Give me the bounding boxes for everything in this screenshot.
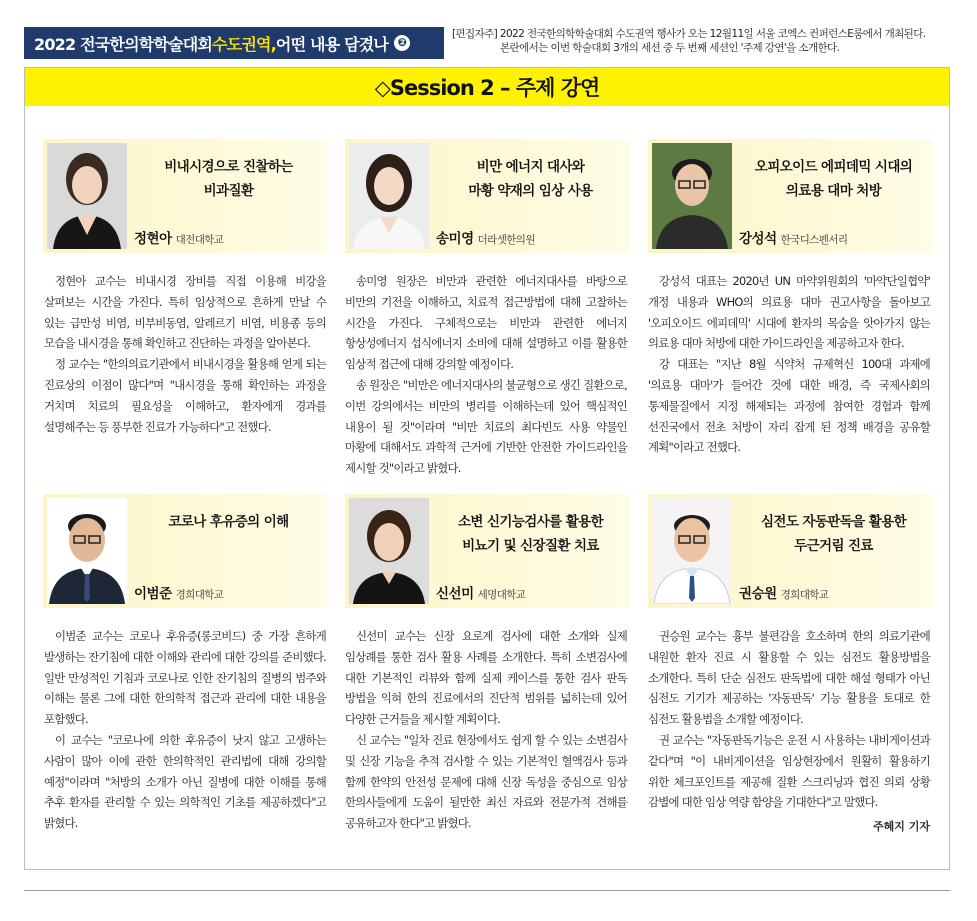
lecture-card-4 <box>43 494 328 608</box>
speaker-name-line <box>134 582 223 602</box>
body-paragraph: 이범준 교수는 코로나 후유증(롱코비드) 중 가장 흔하게 발생하는 잔기침에 대한 이해와 관리에 대한 강의를 준비했다. 일반 만성적인 기침과 코로나로 인한 잔기침의 질병의 범주와 이해는 물론 그에 대한 한의학적 접근과 관리에 대한 내용을 포함했다. <box>44 629 326 727</box>
speaker-name: 정현아 <box>134 231 172 247</box>
speaker-photo <box>47 498 127 604</box>
lecture-title: 비만 에너지 대사와 마황 약재의 임상 사용 <box>468 159 593 199</box>
lecture-body <box>44 271 326 437</box>
body-paragraph: 강 대표는 "지난 8월 식약처 규제혁신 100대 과제에 '의료용 대마'가 들어간 것에 대한 배경, 즉 국제사회의 통제물질에서 지정 해제되는 과정에 참여한 경험과 함께 선진국에서 전초 처방이 자리 잡게 된 정책 배경을 공유할 계획"이라고 전했다. <box>648 357 930 455</box>
speaker-affiliation: 더라셋한의원 <box>477 234 535 246</box>
editor-note-line2: 본란에서는 이번 학술대회 3개의 세션 중 두 번째 세션인 '주제 강연'을 소개한다. <box>500 42 840 54</box>
lecture-title: 코로나 후유증의 이해 <box>168 514 289 530</box>
bottom-divider <box>24 890 950 891</box>
speaker-affiliation: 경희대학교 <box>175 589 224 601</box>
body-paragraph: 송미영 원장은 비만과 관련한 에너지대사를 바탕으로 비만의 기전을 이해하고, 치료적 접근방법에 대해 고찰하는 시간을 가진다. 구체적으로는 비만과 관련한 에너지 항상성에너지 섭식에너지 소비에 대해 설명하고 이를 활용한 임상적 접근에 대해 강의할 예정이다. <box>345 274 627 372</box>
lecture-body <box>648 271 930 458</box>
body-paragraph: 신 교수는 "일차 진료 현장에서도 쉽게 할 수 있는 소변검사 및 신장 기능을 추적 검사할 수 있는 기본적인 혈액검사 등과 함께 한약의 안전성 문제에 대해 신장 독성을 중심으로 임상 한의사들에게 도움이 될만한 최신 자료와 전문가적 견해를 공유하고자 한다"고 밝혔다. <box>345 732 627 831</box>
speaker-affiliation: 세명대학교 <box>477 589 526 601</box>
article-header-bar <box>24 27 444 59</box>
header-title-suffix: 어떤 내용 담겼나 <box>275 34 389 54</box>
lecture-title: 오피오이드 에피데믹 시대의 의료용 대마 처방 <box>754 159 913 199</box>
speaker-name-line <box>436 582 525 602</box>
speaker-name-line <box>436 227 535 247</box>
body-paragraph: 권승원 교수는 흉부 불편감을 호소하며 한의 의료기관에 내원한 환자 진료 시 활용할 수 있는 심전도 활용방법을 소개한다. 특히 단순 심전도 판독법에 대한 해설 형태가 아닌 심전도 기기가 제공하는 '자동판독' 기능 활용을 토대로 한 심전도 활용법을 소개할 예정이다. <box>648 629 930 727</box>
speaker-photo <box>349 143 429 249</box>
speaker-photo <box>652 498 732 604</box>
speaker-name: 이범준 <box>134 586 172 602</box>
speaker-photo <box>349 498 429 604</box>
editor-note-line1: [편집자주] 2022 전국한의학학술대회 수도권역 행사가 오는 12월11일 서울 코엑스 컨퍼런스E룸에서 개최된다. <box>452 28 926 40</box>
editor-note <box>452 27 952 55</box>
lecture-title: 심전도 자동판독을 활용한 두근거림 진료 <box>760 514 907 554</box>
lecture-card-1 <box>43 139 328 253</box>
lecture-body <box>648 626 930 813</box>
speaker-name: 강성석 <box>739 231 777 247</box>
speaker-affiliation: 경희대학교 <box>780 589 829 601</box>
body-paragraph: 이 교수는 "코로나에 의한 후유증이 낫지 않고 고생하는 사람이 많아 이에 관한 한의학적인 관리법에 대해 강의할 예정"이라며 "처방의 소개가 아닌 질병에 대한 이해를 통해 추후 환자를 관리할 수 있는 의학적인 기초를 제공하겠다"고 밝혔다. <box>44 732 326 831</box>
part-number-badge: ❷ <box>394 35 410 51</box>
speaker-name-line <box>739 227 847 247</box>
lecture-card-2 <box>345 139 630 253</box>
speaker-photo <box>652 143 732 249</box>
speaker-name-line <box>134 227 223 247</box>
lecture-title: 소변 신기능검사를 활용한 비뇨기 및 신장질환 치료 <box>457 514 604 554</box>
speaker-name: 권승원 <box>739 586 777 602</box>
session-title: ◇Session 2 – 주제 강연 <box>25 68 949 106</box>
body-paragraph: 권 교수는 "자동판독기능은 운전 시 사용하는 내비게이션과 같다"며 "이 내비게이션을 임상현장에서 원활히 활용하기 위한 체크포인트를 제공해 질환 스크리닝과 협진 의뢰 상황 감별에 대한 임상 역량 함양을 기대한다"고 말했다. <box>648 732 930 810</box>
body-paragraph: 강성석 대표는 2020년 UN 마약위원회의 '마약단일협약' 개정 내용과 WHO의 의료용 대마 권고사항을 돌아보고 '오피오이드 에피데믹' 시대에 환자의 목숨을 앗아가지 않는 의료용 대마 처방에 대한 가이드라인을 제공하고자 한다. <box>648 274 930 351</box>
header-title-accent: 수도권역, <box>212 34 276 54</box>
body-paragraph: 신선미 교수는 신장 요로계 검사에 대한 소개와 실제 임상례를 통한 검사 활용 사례를 소개한다. 특히 소변검사에 대한 기본적인 리뷰와 함께 실제 케이스를 통한 검사 판독 방법을 익혀 한의 진료에서의 진단적 범위를 넓히는데 있어 다양한 근거들을 제시할 계획이다. <box>345 629 627 727</box>
speaker-name: 신선미 <box>436 586 474 602</box>
lecture-card-5 <box>345 494 630 608</box>
body-paragraph: 정현아 교수는 비내시경 장비를 직접 이용해 비강을 살펴보는 시간을 가진다. 특히 임상적으로 흔하게 만날 수 있는 급만성 비염, 비부비동염, 알레르기 비염, 비용종 등의 모습을 내시경을 통해 확인하고 진단하는 과정을 알아본다. <box>44 274 326 351</box>
lecture-card-6 <box>648 494 933 608</box>
lecture-body <box>44 626 326 834</box>
lecture-body <box>345 271 627 479</box>
body-paragraph: 송 원장은 "비만은 에너지대사의 불균형으로 생긴 질환으로, 이번 강의에서는 비만의 병리를 이해하는데 있어 핵심적인 내용이 될 것"이라며 "비만 치료의 최다빈도 사용 약물인 마황에 대해서도 과학적 근거에 기반한 안전한 가이드라인을 제시할 것"이라고 밝혔다. <box>345 377 627 476</box>
speaker-name: 송미영 <box>436 231 474 247</box>
lecture-body <box>345 626 627 834</box>
speaker-affiliation: 대전대학교 <box>175 234 224 246</box>
header-title-prefix: 2022 전국한의학학술대회 <box>34 34 213 54</box>
body-paragraph: 정 교수는 "한의의료기관에서 비내시경을 활용해 얻게 되는 진료상의 이점이 많다"며 "내시경을 통해 확인하는 과정을 거치며 치료의 필요성을 이해하고, 환자에게 경과를 설명해주는 등 풍부한 진료가 가능하다"고 전했다. <box>44 357 326 434</box>
speaker-affiliation: 한국디스펜서리 <box>780 234 848 246</box>
speaker-photo <box>47 143 127 249</box>
speaker-name-line <box>739 582 828 602</box>
lecture-title: 비내시경으로 진찰하는 비과질환 <box>164 159 293 199</box>
reporter-byline: 주혜지 기자 <box>873 820 930 833</box>
lecture-card-3 <box>648 139 933 253</box>
